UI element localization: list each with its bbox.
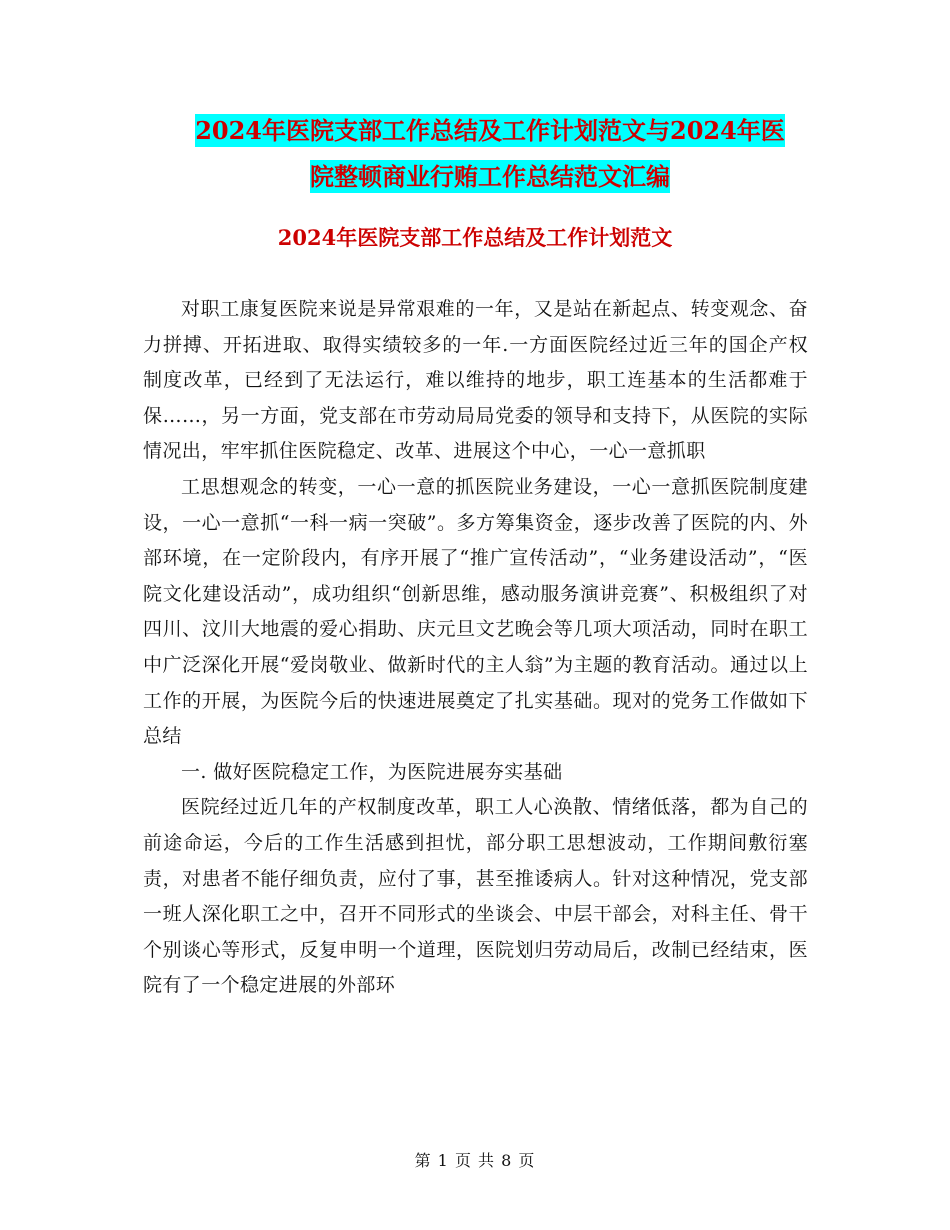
paragraph-2: 工思想观念的转变，一心一意的抓医院业务建设，一心一意抓医院制度建设，一心一意抓“一科一病一突破”。多方筹集资金，逐步改善了医院的内、外部环境，在一定阶段内，有序开展了“推广宣传活动”，“业务建设活动”，“医院文化建设活动”，成功组织“创新思维，感动服务演讲竞赛”、积极组织了对四川、汶川大地震的爱心捐助、庆元旦文艺晚会等几项大项活动，同时在职工中广泛深化开展“爱岗敬业、做新时代的主人翁”为主题的教育活动。通过以上工作的开展，为医院今后的快速进展奠定了扎实基础。现对的党务工作做如下总结 — [143, 475, 808, 748]
section-heading-1: 一. 做好医院稳定工作，为医院进展夯实基础 — [181, 760, 563, 783]
title-line-1: 2024年医院支部工作总结及工作计划范文与2024年医 — [195, 116, 785, 145]
page-footer: 第 1 页 共 8 页 — [414, 1151, 536, 1170]
paragraph-3: 医院经过近几年的产权制度改革，职工人心涣散、情绪低落，都为自己的前途命运，今后的工作生活感到担忧，部分职工思想波动，工作期间敷衍塞责，对患者不能仔细负责，应付了事，甚至推诿病人。针对这种情况，党支部一班人深化职工之中，召开不同形式的坐谈会、中层干部会，对科主任、骨干个别谈心等形式，反复申明一个道理，医院划归劳动局后，改制已经结束，医院有了一个稳定进展的外部环 — [143, 796, 808, 997]
paragraph-1: 对职工康复医院来说是异常艰难的一年，又是站在新起点、转变观念、奋力拼搏、开拓进取、取得实绩较多的一年.一方面医院经过近三年的国企产权制度改革，已经到了无法运行，难以维持的地步，职工连基本的生活都难于保……，另一方面，党支部在市劳动局局党委的领导和支持下，从医院的实际情况出，牢牢抓住医院稳定、改革、进展这个中心，一心一意抓职 — [143, 298, 808, 463]
document-title — [140, 108, 840, 200]
document-body — [143, 292, 808, 1004]
section-title: 2024年医院支部工作总结及工作计划范文 — [277, 225, 673, 250]
title-line-2: 院整顿商业行贿工作总结范文汇编 — [310, 162, 670, 191]
